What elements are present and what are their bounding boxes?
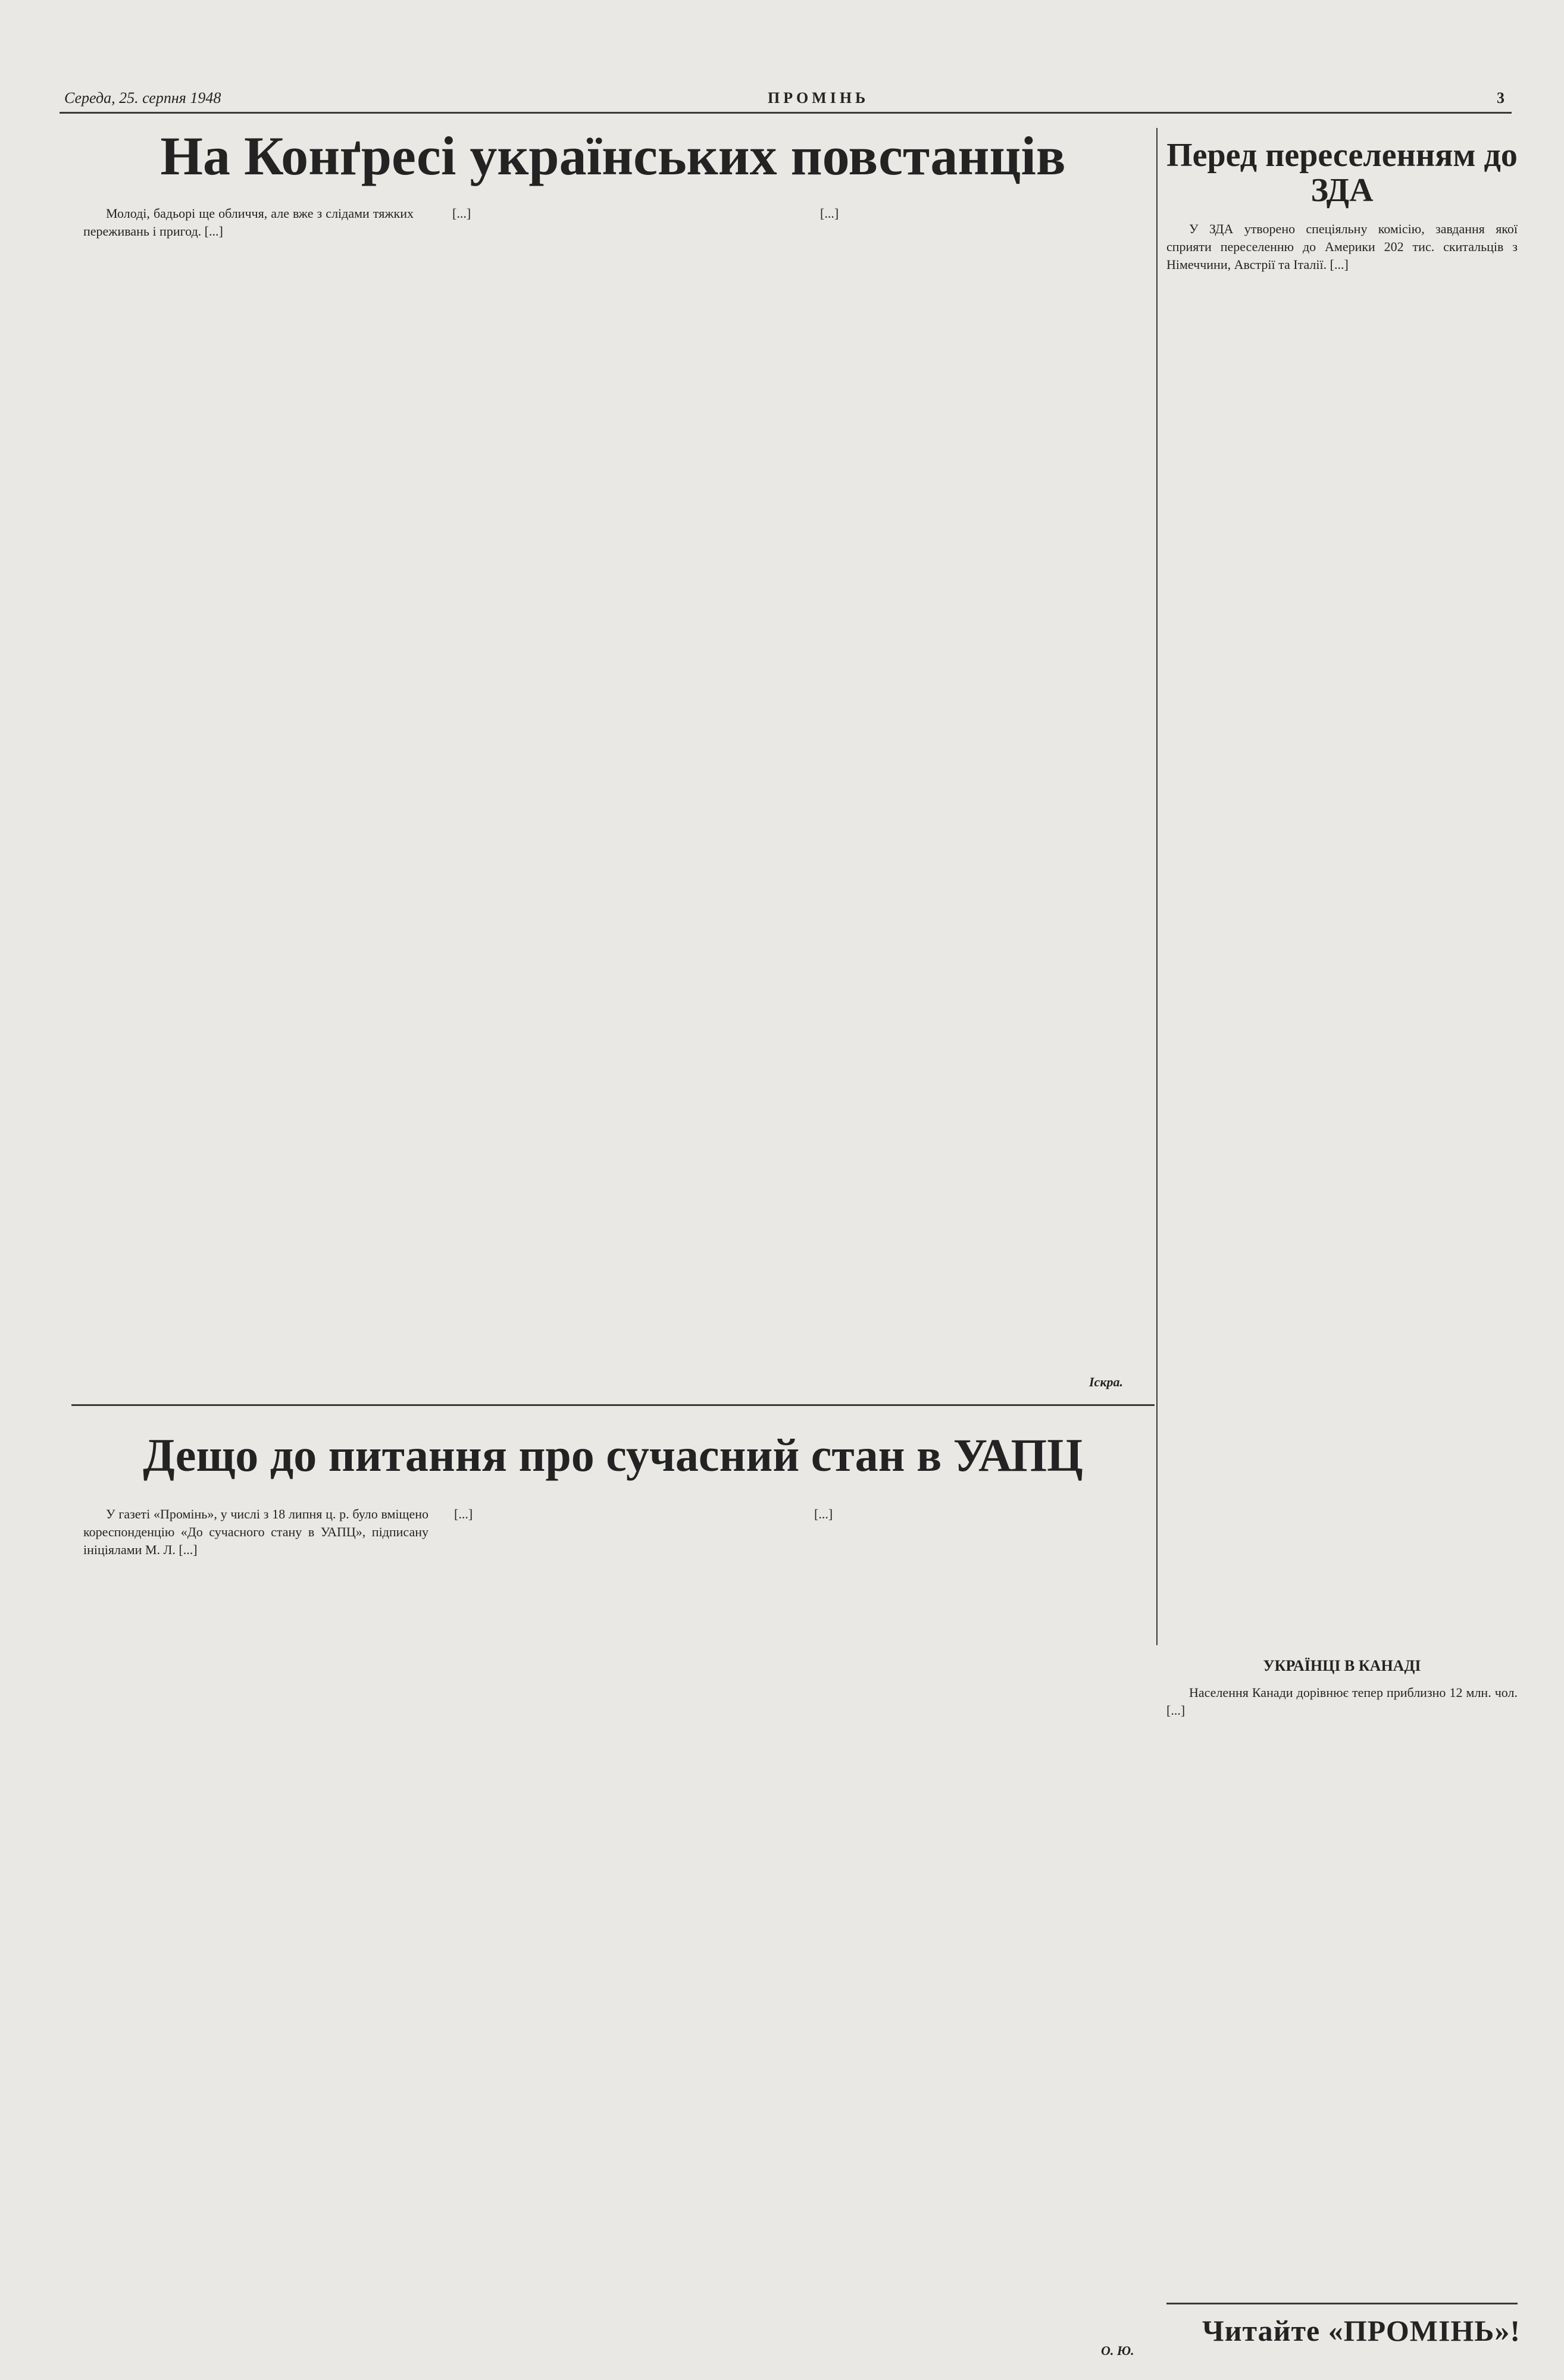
uapc-article-signature: О. Ю. <box>1101 2343 1134 2358</box>
congress-article-col-2 <box>430 205 781 1404</box>
canada-article-title: УКРАЇНЦІ В КАНАДІ <box>1263 1657 1421 1674</box>
congress-article-signature: Іскра. <box>1089 1374 1123 1389</box>
uapc-article-col-1 <box>83 1505 428 2356</box>
header-rule <box>60 112 1512 114</box>
congress-col1-paragraph-1: Молоді, бадьорі ще обличчя, але вже з слідами тяжких переживань і пригод. [...] <box>83 206 414 239</box>
congress-article-col-1 <box>83 205 414 1404</box>
congress-article-title: На Конґресі українських повстанців <box>160 126 1066 186</box>
uapc-col1-paragraph-1: У газеті «Промінь», у числі з 18 липня ц. р. було вміщено кореспонденцію «До сучасного стану в УАПЦ», підписану ініціялами М. Л. [...] <box>83 1507 428 1557</box>
page-number: 3 <box>1497 89 1504 107</box>
congress-col3-paragraph-1: [...] <box>820 206 839 221</box>
uapc-col3-paragraph-1: [...] <box>814 1507 833 1521</box>
uapc-article-col-2 <box>431 1505 783 2356</box>
right-column-rule <box>1156 128 1158 1645</box>
resettlement-article-title: Перед переселенням до ЗДА <box>1166 137 1518 209</box>
canada-paragraph-1: Населення Канади дорівнює тепер приблизно 12 млн. чол. [...] <box>1166 1685 1518 1718</box>
newspaper-masthead: ПРОМІНЬ <box>768 89 869 107</box>
uapc-col2-paragraph-1: [...] <box>454 1507 473 1521</box>
footer-rule <box>1166 2303 1518 2304</box>
read-prominj-call: Читайте «ПРОМІНЬ»! <box>1202 2314 1521 2347</box>
uapc-article-title: Дещо до питання про сучасний стан в УАПЦ <box>143 1429 1083 1481</box>
canada-article-col <box>1166 1684 1518 2279</box>
uapc-article-col-3 <box>792 1505 1143 2338</box>
section-divider <box>71 1404 1155 1406</box>
resettlement-article-col <box>1166 220 1518 1648</box>
congress-col2-paragraph-1: [...] <box>452 206 471 221</box>
issue-date: Середа, 25. серпня 1948 <box>64 89 221 107</box>
congress-article-col-3 <box>797 205 1149 1368</box>
resettlement-paragraph-1: У ЗДА утворено спеціяльну комісію, завдання якої сприяти переселенню до Америки 202 тис. скитальців з Німеччини, Австрії та Італії. [...] <box>1166 221 1518 272</box>
